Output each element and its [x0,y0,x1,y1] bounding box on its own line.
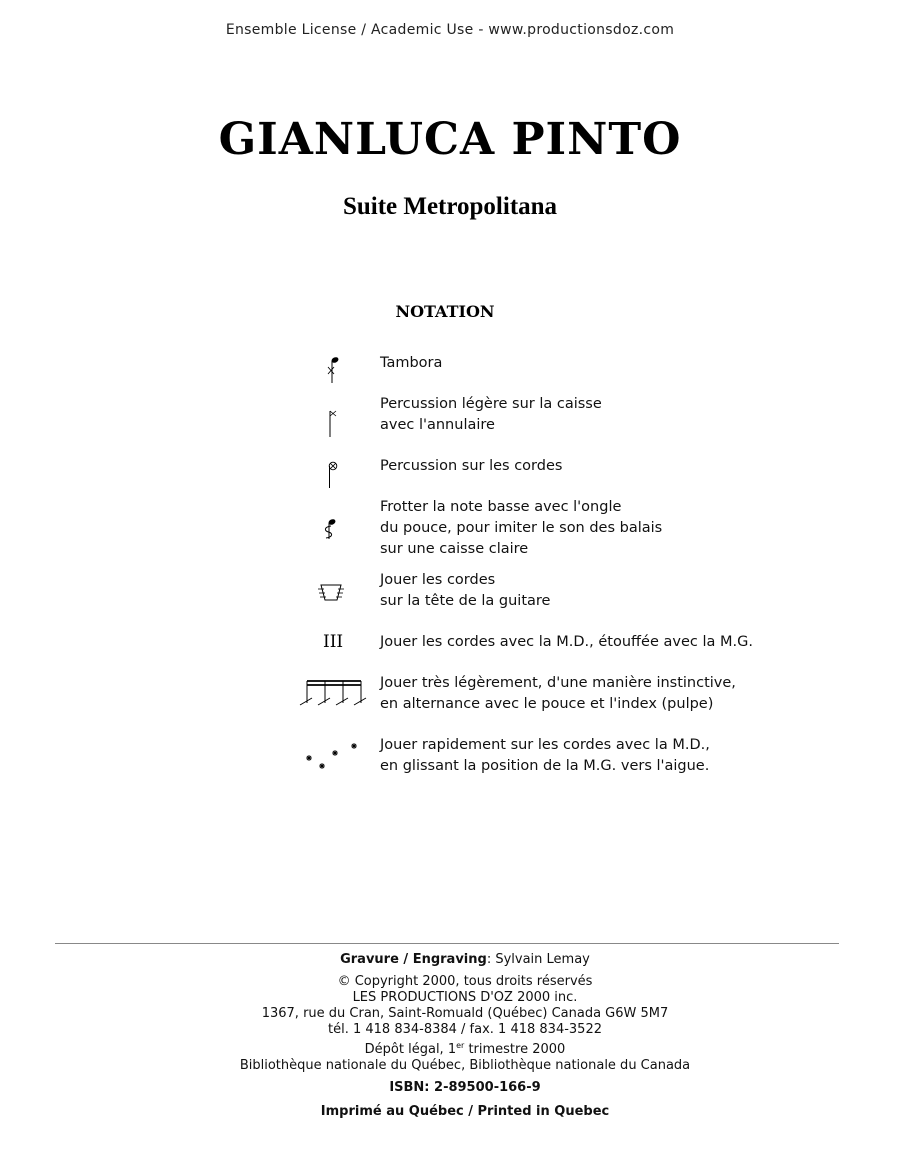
work-title: Suite Metropolitana [342,193,558,220]
notation-text-line: Jouer rapidement sur les cordes avec la M.D., [380,737,710,753]
engraving-credit [0,952,900,968]
notation-text-line: avec l'annulaire [380,417,495,433]
notation-row-glissando-strum [0,735,900,795]
legal-deposit-line: Dépôt légal, 1er trimestre 2000 [364,1041,566,1057]
roman-three-icon: III [323,632,344,652]
libraries-line: Bibliothèque nationale du Québec, Bibliothèque nationale du Canada [239,1058,691,1073]
footer-divider [55,943,839,944]
printed-in: Imprimé au Québec / Printed in Quebec [320,1104,610,1119]
notation-text-line: Jouer les cordes avec la M.D., étouffée avec la M.G. [380,634,753,650]
phone-line: tél. 1 418 834-8384 / fax. 1 418 834-3522 [328,1022,602,1037]
notation-heading: NOTATION [395,302,495,321]
isbn: ISBN: 2-89500-166-9 [389,1080,541,1095]
notation-text-line: en alternance avec le pouce et l'index (pulpe) [380,696,714,712]
notation-text-line: Jouer les cordes [380,572,496,588]
composer-name: GIANLUCA PINTO [218,114,682,165]
notation-row-brush-scratch [0,497,900,557]
license-header: Ensemble License / Academic Use - www.productionsdoz.com [225,22,675,38]
notation-text-line: en glissant la position de la M.G. vers l'aigue. [380,758,710,774]
copyright-line: © Copyright 2000, tous droits réservés [337,974,593,989]
publisher-line: LES PRODUCTIONS D'OZ 2000 inc. [352,990,578,1005]
notation-text-line: Percussion légère sur la caisse [380,396,602,412]
slashed-sixteenths-icon [290,673,380,713]
guitar-head-icon [290,570,380,610]
notation-text-line: du pouce, pour imiter le son des balais [380,520,663,536]
notation-text-line: Jouer très légèrement, d'une manière instinctive, [380,675,736,691]
notation-text-line: sur une caisse claire [380,541,529,557]
notation-row-guitar-head [0,570,900,630]
engraving-name: : Sylvain Lemay [486,952,590,967]
notation-text-line: sur la tête de la guitare [380,593,551,609]
legal-deposit-block [0,1042,900,1074]
notation-text-line: Frotter la note basse avec l'ongle [380,499,622,515]
notation-text-line: Percussion sur les cordes [380,458,563,474]
copyright-block [0,974,900,1038]
notation-row-light-percussion [0,394,900,454]
address-line: 1367, rue du Cran, Saint-Romuald (Québec) Canada G6W 5M7 [261,1006,669,1021]
circled-x-notehead-icon [290,456,380,496]
x-notehead-stem-icon [290,394,380,442]
notation-row-light-alternation [0,673,900,733]
scattered-stars-icon [290,735,380,779]
notation-text-line: Tambora [380,355,443,371]
engraving-label: Gravure / Engraving [340,952,487,967]
scratch-note-icon [290,497,380,547]
tambora-note-icon [290,353,380,393]
